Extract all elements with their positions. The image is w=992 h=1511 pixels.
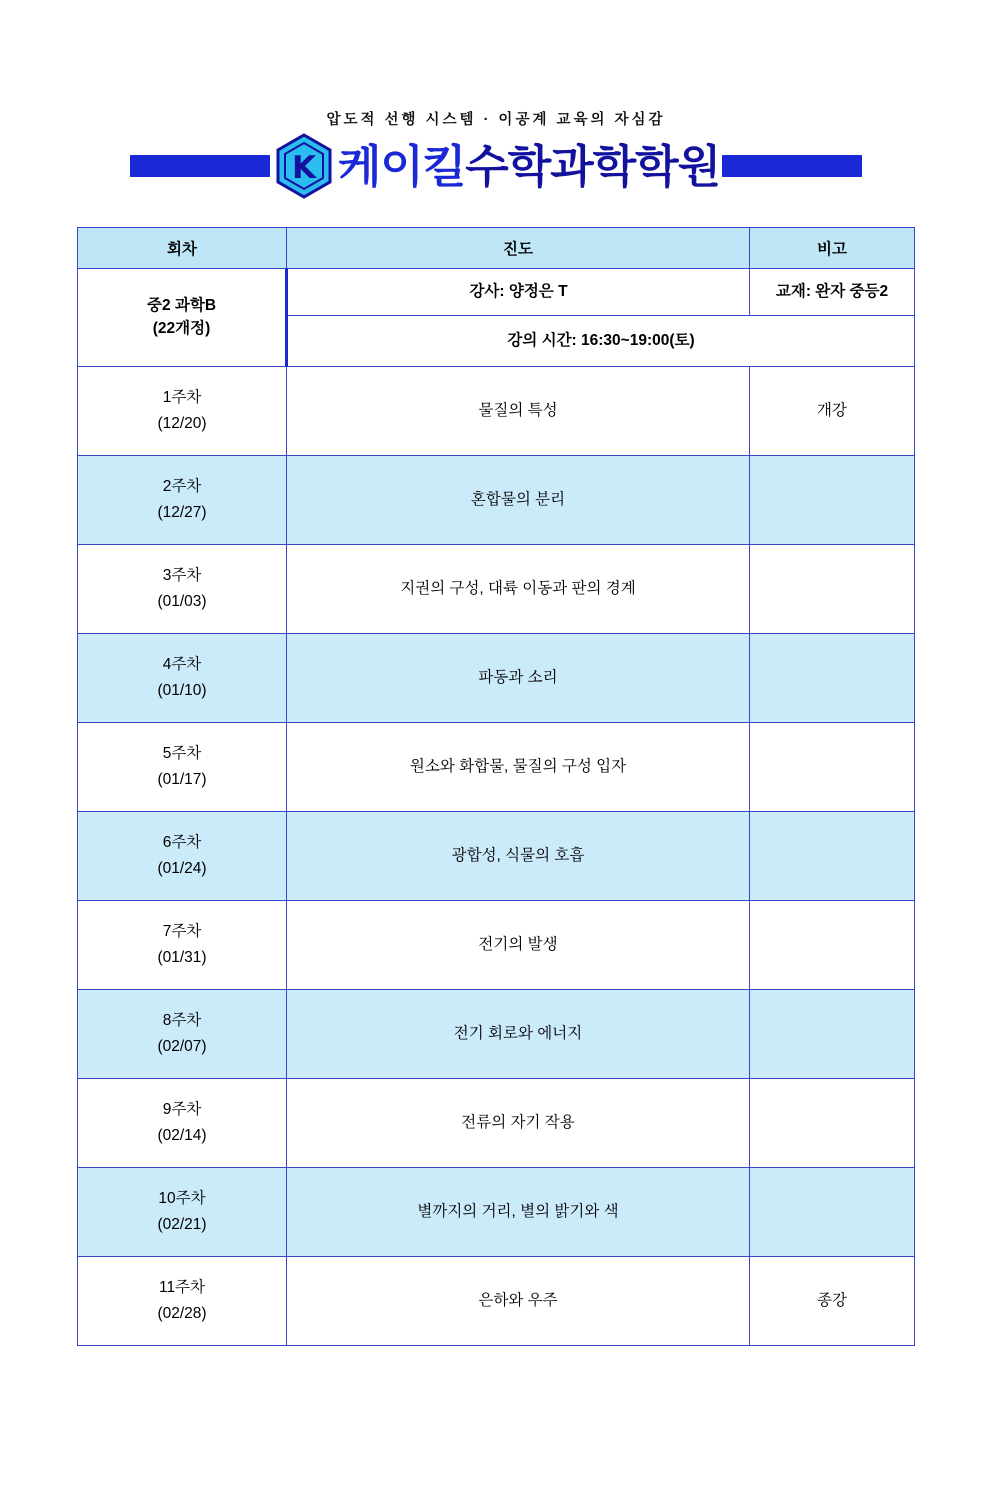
cell-week <box>78 634 287 723</box>
week-date: (01/17) <box>157 771 207 788</box>
cell-note <box>750 456 915 545</box>
week-label: 6주차 <box>162 833 202 851</box>
table-row <box>78 1168 915 1257</box>
week-label: 7주차 <box>162 922 202 940</box>
cell-week <box>78 1257 287 1346</box>
week-label: 4주차 <box>162 655 202 673</box>
schedule-table <box>77 227 915 1346</box>
cell-week <box>78 990 287 1079</box>
document-page <box>0 108 992 1511</box>
week-label: 5주차 <box>162 744 202 762</box>
cell-note <box>750 723 915 812</box>
cell-progress: 전류의 자기 작용 <box>287 1079 750 1168</box>
cell-progress: 전기 회로와 에너지 <box>287 990 750 1079</box>
logo-bar-left <box>130 155 270 177</box>
cell-week <box>78 1168 287 1257</box>
week-date: (01/03) <box>157 593 207 610</box>
week-date: (12/20) <box>157 415 207 432</box>
info-row-top <box>78 269 915 316</box>
table-row <box>78 1257 915 1346</box>
week-date: (12/27) <box>157 504 207 521</box>
cell-week <box>78 723 287 812</box>
cell-note <box>750 812 915 901</box>
cell-note: 종강 <box>750 1257 915 1346</box>
cell-week <box>78 367 287 456</box>
week-label: 10주차 <box>158 1189 206 1207</box>
table-row <box>78 456 915 545</box>
cell-progress: 물질의 특성 <box>287 367 750 456</box>
cell-week <box>78 1079 287 1168</box>
week-date: (01/31) <box>157 949 207 966</box>
logo-text-k: 케이킬 <box>337 139 466 193</box>
cell-progress: 별까지의 거리, 별의 밝기와 색 <box>287 1168 750 1257</box>
week-date: (01/10) <box>157 682 207 699</box>
table-body <box>78 367 915 1346</box>
logo-bar-right <box>722 155 862 177</box>
cell-progress: 전기의 발생 <box>287 901 750 990</box>
column-header-progress: 진도 <box>287 228 750 269</box>
cell-note <box>750 990 915 1079</box>
cell-week <box>78 812 287 901</box>
cell-progress: 광합성, 식물의 호흡 <box>287 812 750 901</box>
table-row <box>78 812 915 901</box>
cell-week <box>78 456 287 545</box>
cell-note <box>750 634 915 723</box>
cell-note <box>750 545 915 634</box>
cell-progress: 은하와 우주 <box>287 1257 750 1346</box>
course-subtitle: (22개정) <box>152 319 211 337</box>
week-date: (01/24) <box>157 860 207 877</box>
table-row <box>78 990 915 1079</box>
class-time-cell: 강의 시간: 16:30~19:00(토) <box>287 316 915 367</box>
cell-progress: 지권의 구성, 대륙 이동과 판의 경계 <box>287 545 750 634</box>
course-title-cell <box>78 269 287 367</box>
cell-note <box>750 901 915 990</box>
table-row <box>78 367 915 456</box>
table-row <box>78 634 915 723</box>
cell-note <box>750 1079 915 1168</box>
week-label: 8주차 <box>162 1011 202 1029</box>
week-date: (02/14) <box>157 1127 207 1144</box>
column-header-note: 비고 <box>750 228 915 269</box>
cell-week <box>78 901 287 990</box>
cell-week <box>78 545 287 634</box>
table-row <box>78 545 915 634</box>
logo-wordmark <box>337 139 721 193</box>
course-title: 중2 과학B <box>146 297 217 315</box>
cell-progress: 원소와 화합물, 물질의 구성 입자 <box>287 723 750 812</box>
document-header <box>0 108 992 197</box>
logo-row <box>0 135 992 197</box>
week-label: 9주차 <box>162 1100 202 1118</box>
week-date: (02/07) <box>157 1038 207 1055</box>
week-label: 2주차 <box>162 477 202 495</box>
week-label: 3주차 <box>162 566 202 584</box>
week-date: (02/21) <box>157 1216 207 1233</box>
svg-text:K: K <box>291 150 316 186</box>
logo-text-rest: 수학과학학원 <box>465 139 721 193</box>
hexagon-logo-icon <box>274 133 334 199</box>
cell-note: 개강 <box>750 367 915 456</box>
table-row <box>78 901 915 990</box>
table-row <box>78 1079 915 1168</box>
table-row <box>78 723 915 812</box>
week-date: (02/28) <box>157 1305 207 1322</box>
cell-progress: 파동과 소리 <box>287 634 750 723</box>
teacher-cell: 강사: 양정은 T <box>287 269 750 316</box>
table-header-row <box>78 228 915 269</box>
column-header-week: 회차 <box>78 228 287 269</box>
tagline-text: 압도적 선행 시스템 · 이공계 교육의 자심감 <box>326 112 666 128</box>
cell-note <box>750 1168 915 1257</box>
week-label: 11주차 <box>158 1278 206 1296</box>
week-label: 1주차 <box>162 388 202 406</box>
textbook-cell: 교재: 완자 중등2 <box>750 269 915 316</box>
cell-progress: 혼합물의 분리 <box>287 456 750 545</box>
